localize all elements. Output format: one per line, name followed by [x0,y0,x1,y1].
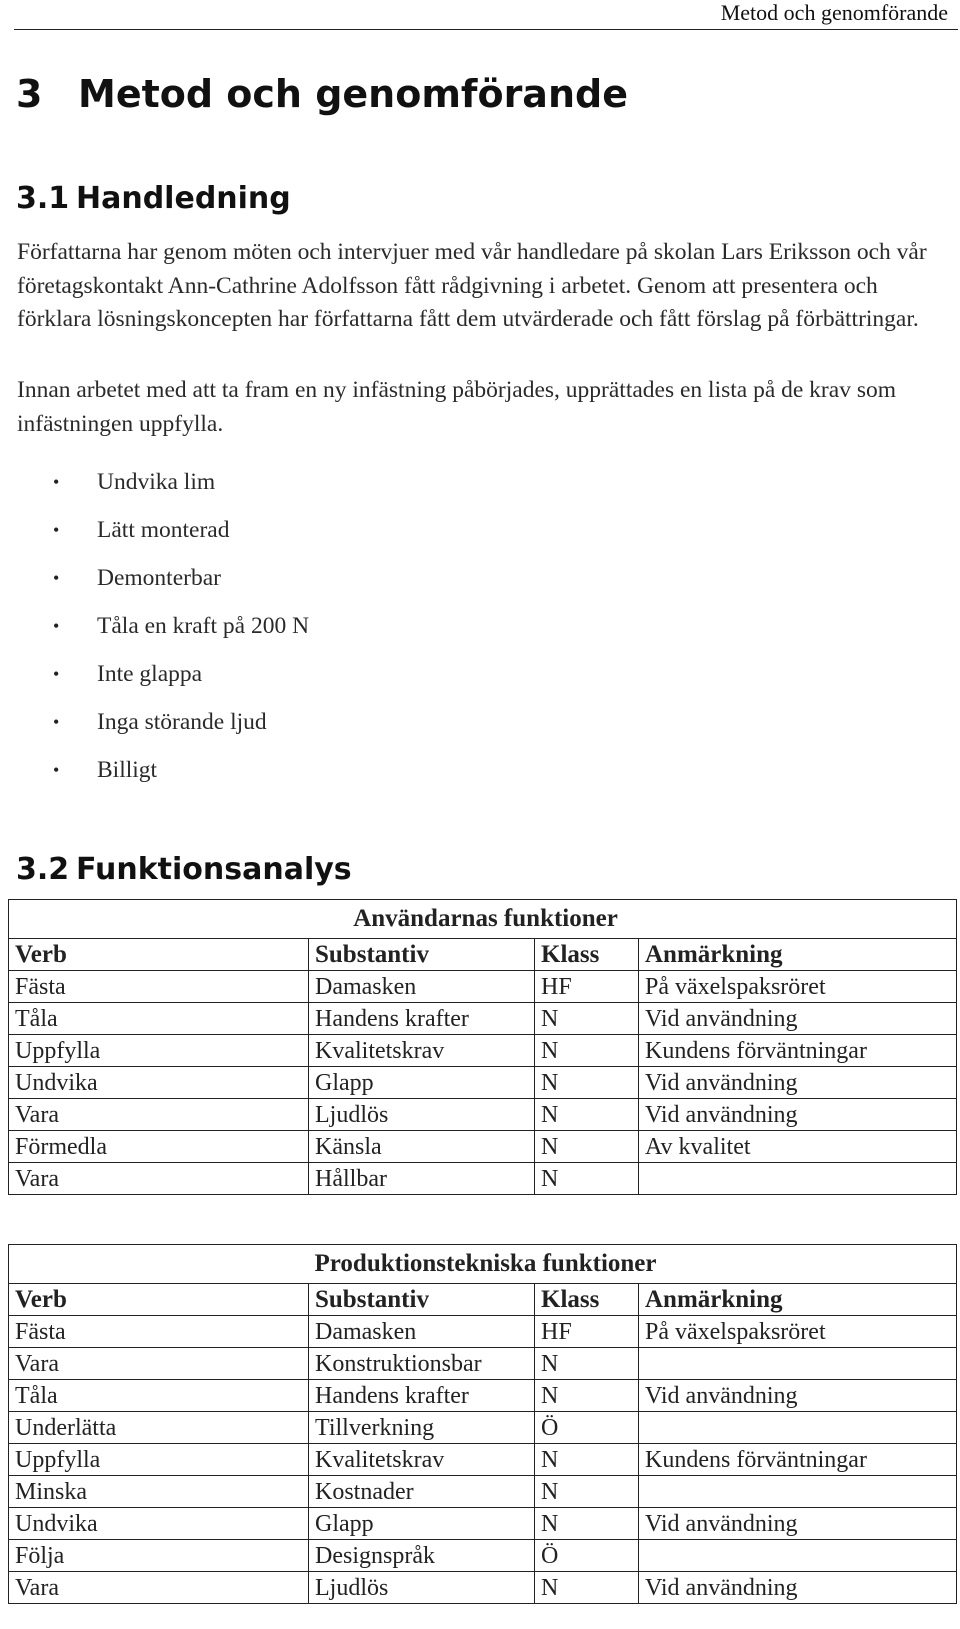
column-header-substantiv: Substantiv [309,1284,535,1316]
requirements-list [0,468,309,804]
table-row [9,1380,957,1412]
production-functions-table [8,1244,957,1604]
table-caption: Produktionstekniska funktioner [9,1245,957,1284]
table-cell: Ö [535,1412,639,1444]
table-cell: Handens krafter [309,1003,535,1035]
column-header-verb: Verb [9,1284,309,1316]
table-cell: Handens krafter [309,1380,535,1412]
table-cell: N [535,1444,639,1476]
column-header-anmarkning: Anmärkning [639,1284,957,1316]
table-cell: Designspråk [309,1540,535,1572]
bullet-icon: • [53,664,60,684]
table-cell: Fästa [9,1316,309,1348]
table-cell: Vid användning [639,1380,957,1412]
table-cell: På växelspaksröret [639,1316,957,1348]
list-item: • Lätt monterad [53,517,230,543]
table-cell: Damasken [309,971,535,1003]
table-cell: N [535,1348,639,1380]
list-item: • Tåla en kraft på 200 N [53,613,310,639]
running-header-title: Metod och genomförande [720,0,948,25]
bullet-icon: • [53,472,60,492]
table-row [9,1348,957,1380]
table-caption: Användarnas funktioner [9,900,957,939]
table-cell: Damasken [309,1316,535,1348]
table-cell: Glapp [309,1508,535,1540]
table-cell: Kostnader [309,1476,535,1508]
table-row [9,1163,957,1195]
section-title: Handledning [76,181,291,216]
table-cell: HF [535,1316,639,1348]
table-cell: Vara [9,1348,309,1380]
table-cell: Av kvalitet [639,1131,957,1163]
table-row [9,1067,957,1099]
section-number: 3.1 [16,181,70,216]
table-cell: Vid användning [639,1508,957,1540]
table-cell: N [535,1131,639,1163]
column-header-substantiv: Substantiv [309,939,535,971]
list-item: • Inte glappa [53,661,203,687]
table-cell: Ljudlös [309,1572,535,1604]
table-row [9,1035,957,1067]
paragraph-krav: Innan arbetet med att ta fram en ny infästning påbörjades, upprättades en lista på de krav som infästningen uppfylla. [17,377,896,437]
table-cell: N [535,1003,639,1035]
table-cell: Glapp [309,1067,535,1099]
table-row [9,1131,957,1163]
paragraph-handledning: Författarna har genom möten och intervjuer med vår handledare på skolan Lars Eriksson och vår företagskontakt Ann-Cathrine Adolfsson fått rådgivning i arbetet. Genom att presentera och förklara lösningskoncepten har författarna fått dem utvärderade och fått förslag på förbättringar. [17,239,927,332]
table-cell: Ö [535,1540,639,1572]
table-cell: Ljudlös [309,1099,535,1131]
table-cell: Uppfylla [9,1444,309,1476]
list-item: • Demonterbar [53,565,221,591]
table-cell: N [535,1572,639,1604]
users-functions-table [8,899,957,1195]
column-header-anmarkning: Anmärkning [639,939,957,971]
table-cell [639,1412,957,1444]
table-cell: Vid användning [639,1099,957,1131]
table-cell: HF [535,971,639,1003]
table-header-row [9,939,957,971]
table-cell [639,1540,957,1572]
table-cell: Kvalitetskrav [309,1035,535,1067]
table-cell: N [535,1508,639,1540]
chapter-number: 3 [16,72,43,116]
table-row [9,1316,957,1348]
list-item: • Inga störande ljud [53,709,267,735]
table-cell: Vid användning [639,1572,957,1604]
table-cell [639,1348,957,1380]
table-row [9,1444,957,1476]
table-cell: Fästa [9,971,309,1003]
table-cell: Tåla [9,1003,309,1035]
column-header-klass: Klass [535,939,639,971]
section-title: Funktionsanalys [76,852,352,887]
table-cell: Vara [9,1572,309,1604]
chapter-title: Metod och genomförande [78,72,628,116]
section-heading-funktionsanalys [16,851,352,889]
table-row [9,1508,957,1540]
table-row [9,1099,957,1131]
table-cell: Känsla [309,1131,535,1163]
list-item: • Undvika lim [53,469,216,495]
table-cell [639,1163,957,1195]
table-row [9,1003,957,1035]
table-cell [639,1476,957,1508]
table-cell: Konstruktionsbar [309,1348,535,1380]
table-row [9,1572,957,1604]
table-cell: N [535,1067,639,1099]
table-cell: Vid användning [639,1003,957,1035]
table-row [9,1476,957,1508]
table-cell: N [535,1476,639,1508]
table-cell: Kundens förväntningar [639,1035,957,1067]
table-cell: Vid användning [639,1067,957,1099]
bullet-icon: • [53,712,60,732]
table-cell: Tillverkning [309,1412,535,1444]
column-header-klass: Klass [535,1284,639,1316]
list-item: • Billigt [53,757,158,783]
bullet-icon: • [53,520,60,540]
bullet-icon: • [53,568,60,588]
running-header [14,0,958,30]
table-cell: Kvalitetskrav [309,1444,535,1476]
table-cell: Uppfylla [9,1035,309,1067]
table-header-row [9,1284,957,1316]
chapter-heading [16,70,628,118]
table-cell: Kundens förväntningar [639,1444,957,1476]
table-cell: Undvika [9,1067,309,1099]
table-row [9,1540,957,1572]
table-cell: Vara [9,1163,309,1195]
table-cell: Förmedla [9,1131,309,1163]
table-cell: Följa [9,1540,309,1572]
table-cell: N [535,1163,639,1195]
table-row [9,971,957,1003]
table-cell: På växelspaksröret [639,971,957,1003]
column-header-verb: Verb [9,939,309,971]
bullet-icon: • [53,616,60,636]
table-cell: Hållbar [309,1163,535,1195]
section-heading-handledning [16,180,291,218]
table-cell: N [535,1035,639,1067]
table-cell: N [535,1099,639,1131]
table-cell: Tåla [9,1380,309,1412]
bullet-icon: • [53,760,60,780]
table-cell: Vara [9,1099,309,1131]
table-cell: N [535,1380,639,1412]
table-row [9,1412,957,1444]
table-cell: Minska [9,1476,309,1508]
table-cell: Underlätta [9,1412,309,1444]
section-number: 3.2 [16,852,70,887]
table-cell: Undvika [9,1508,309,1540]
